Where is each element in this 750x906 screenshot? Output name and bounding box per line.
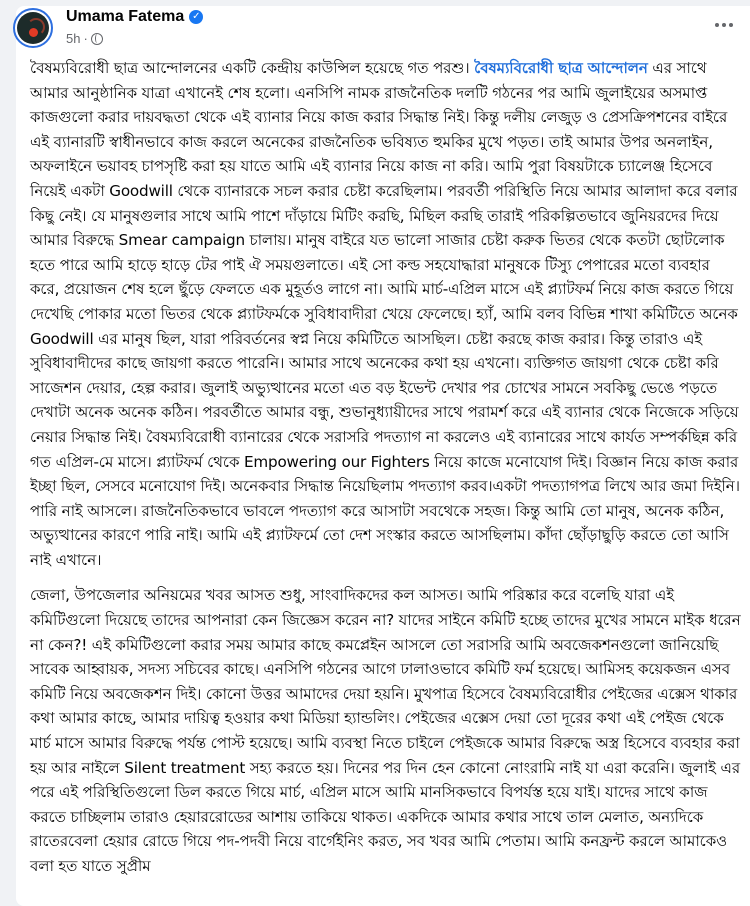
avatar-image	[17, 12, 49, 44]
verified-badge-icon: ✓	[189, 10, 203, 24]
post-body	[30, 56, 742, 890]
post-meta	[66, 31, 103, 46]
author-row	[66, 8, 203, 26]
avatar-red-dot-graphic	[29, 28, 38, 37]
dot-icon	[729, 23, 733, 27]
post-paragraph-1	[30, 56, 742, 572]
paragraph-text: এর সাথে আমার আনুষ্ঠানিক যাত্রা এখানেই শেষ হলো। এনসিপি নামক রাজনৈতিক দলটি গঠনের পর আমি জুলাইয়ের অসমাপ্ত কাজগুলো করার দায়বদ্ধতা থেকে এই ব্যানার নিয়ে কাজ করার সিদ্ধান্ত নিই। কিন্তু দলীয় লেজুড় ও প্রেসক্রিপশনের বাইরে এই ব্যানারটি স্বাধীনভাবে কাজ করলে অনেকের রাজনৈতিক ভবিষ্যত হুমকির মুখে পড়ত। তাই আমার উপর অনলাইন, অফলাইনে ভয়াবহ চাপসৃষ্টি করা হয় যাতে আমি এই ব্যানার নিয়ে কাজ না করি। আমি পুরা বিষয়টাকে চ্যালেঞ্জ হিসেবে নিয়েই একটা Goodwill থেকে ব্যানারকে সচল করার চেষ্টা করেছিলাম। পরবর্তী পরিস্থিতি নিয়ে আমার আলাদা করে বলার কিছু নেই। যে মানুষগুলার সাথে আমি পাশে দাঁড়ায়ে মিটিং করছি, মিছিল করছি তারাই পরিকল্পিতভাবে জুনিয়রদের দিয়ে আমার বিরুদ্ধে Smear campaign চালায়। মানুষ বাইরে যত ভালো সাজার চেষ্টা করুক ভিতর থেকে কতটা ছোটলোক হতে পারে আমি হাড়ে হাড়ে টের পাই ঐ সময়গুলাতে। এই সো কল্ড সহযোদ্ধারা মানুষকে টিস্যু পেপারের মতো ব্যবহার করে, প্রয়োজন শেষ হলে ছুঁড়ে ফেলতে এক মুহূর্তও লাগে না। আমি মার্চ-এপ্রিল মাসে এই প্ল্যাটফর্ম নিয়ে কাজ করতে গিয়ে দেখেছি পোকার মতো ভিতর থেকে প্ল্যাটফর্মকে সুবিধাবাদীরা খেয়ে ফেলেছে। হ্যাঁ, আমি বলব বিভিন্ন শাখা কমিটিতে অনেক Goodwill এর মানুষ ছিল, যারা পরিবর্তনের স্বপ্ন নিয়ে কমিটিতে আসছিল। চেষ্টা করছে কাজ করার। কিন্তু তারাও এই সুবিধাবাদীদের কাছে জায়গা করতে পারেনি। আমার সাথে অনেকের কথা হয় এখনো। ব্যক্তিগত জায়গা থেকে চেষ্টা করি সাজেশন দেয়ার, হেল্প করার। জুলাই অভ্যুত্থানের মতো এত বড় ইভেন্ট দেখার পর চোখের সামনে সবকিছু ভেঙে পড়তে দেখাটা অনেক অনেক কঠিন। পরবর্তীতে আমার বন্ধু, শুভানুধ্যায়ীদের সাথে পরামর্শ করে এই ব্যানার থেকে নিজেকে সড়িয়ে নেয়ার সিদ্ধান্ত নিই। বৈষম্যবিরোধী ব্যানারের থেকে সরাসরি পদত্যাগ না করলেও এই ব্যানারের সাথে কার্যত সম্পর্কছিন্ন করি গত এপ্রিল-মে মাসে। প্ল্যাটফর্ম থেকে Empowering our Fighters নিয়ে কাজে মনোযোগ দিই। বিজ্ঞান নিয়ে কাজ করার ইচ্ছা ছিল, সেসবে মনোযোগ দিই। অনেকবার সিদ্ধান্ত নিয়েছিলাম পদত্যাগ করব।একটা পদত্যাগপত্র লিখে আর জমা দিইনি। পারি নাই আসলে। রাজনৈতিকভাবে ভাবলে পদত্যাগ করে আসাটা সবথেকে সহজ। কিন্তু আমি তো মানুষ, অনেক কঠিন, অভ্যুত্থানের কারণে পারি নাই। আমি এই প্ল্যাটফর্মে তো দেশ সংস্কার করতে আসছিলাম। কাঁদা ছোঁড়াছুড়ি করতে তো আসি নাই এখানে।	[30, 59, 740, 569]
hashtag-link[interactable]: বৈষম্যবিরোধী ছাত্র আন্দোলন	[474, 59, 648, 77]
post-paragraph-2: জেলা, উপজেলার অনিয়মের খবর আসত শুধু, সাংবাদিকদের কল আসত। আমি পরিষ্কার করে বলেছি যারা এই কমিটিগুলো দিয়েছে তাদের আপনারা কেন জিজ্ঞেস করেন না? যাদের সাইনে কমিটি হচ্ছে তাদের মুখের সামনে মাইক ধরেন না কেন?! এই কমিটিগুলো করার সময় আমার কাছে কমপ্লেইন আসলে তো সরাসরি আমি অবজেকশনগুলো জানিয়েছি সাবেক আহ্বায়ক, সদস্য সচিবের কাছে। এনসিপি গঠনের আগে ঢালাওভাবে কমিটি ফর্ম হয়েছে। আমিসহ কয়েকজন এসব কমিটি নিয়ে অবজেকশন দিই। কোনো উত্তর আমাদের দেয়া হয়নি। মুখপাত্র হিসেবে বৈষম্যবিরোধীর পেইজের এক্সেস থাকার কথা আমার কাছে, আমার দায়িত্ব হওয়ার কথা মিডিয়া হ্যান্ডলিং। পেইজের এক্সেস দেয়া তো দূরের কথা এই পেইজ থেকে মার্চ মাসে আমার বিরুদ্ধে পর্যন্ত পোস্ট হয়েছে। আমি ব্যবস্থা নিতে চাইলে পেইজকে আমার বিরুদ্ধে অস্ত্র হিসেবে ব্যবহার করা হয় আর নাইলে Silent treatment সহ্য করতে হয়। দিনের পর দিন হেন কোনো নোংরামি নাই যা এরা করেনি। জুলাই এর পরে এই পরিস্থিতিগুলো ডিল করতে গিয়ে মার্চ, এপ্রিল মাসে আমি মানসিকভাবে বিপর্যস্ত হয়ে যাই। যাদের সাথে কাজ করতে চাচ্ছিলাম তারাও হেয়াররোডের আশায় তাকিয়ে থাকত। একদিকে আমার কথার সাথে তাল মেলাত, অন্যদিকে রাতেরবেলা হেয়ার রোডে গিয়ে পদ-পদবী নিয়ে বার্গেইনিং করত, সব খবর আমি পেতাম। আমি কনফ্রন্ট করলে আমাকেও বলা হত যাতে সুপ্রীম	[30, 586, 741, 875]
author-name[interactable]: Umama Fatema	[66, 8, 185, 25]
paragraph-text: বৈষম্যবিরোধী ছাত্র আন্দোলনের একটি কেন্দ্রীয় কাউন্সিল হয়েছে গত পরশু।	[30, 59, 475, 77]
post-timestamp[interactable]: 5h	[66, 31, 81, 46]
dot-icon	[722, 23, 726, 27]
meta-separator: ·	[83, 31, 88, 46]
globe-icon[interactable]	[91, 33, 103, 45]
dot-icon	[715, 23, 719, 27]
author-avatar[interactable]	[13, 8, 53, 48]
more-options-button[interactable]	[712, 20, 736, 30]
